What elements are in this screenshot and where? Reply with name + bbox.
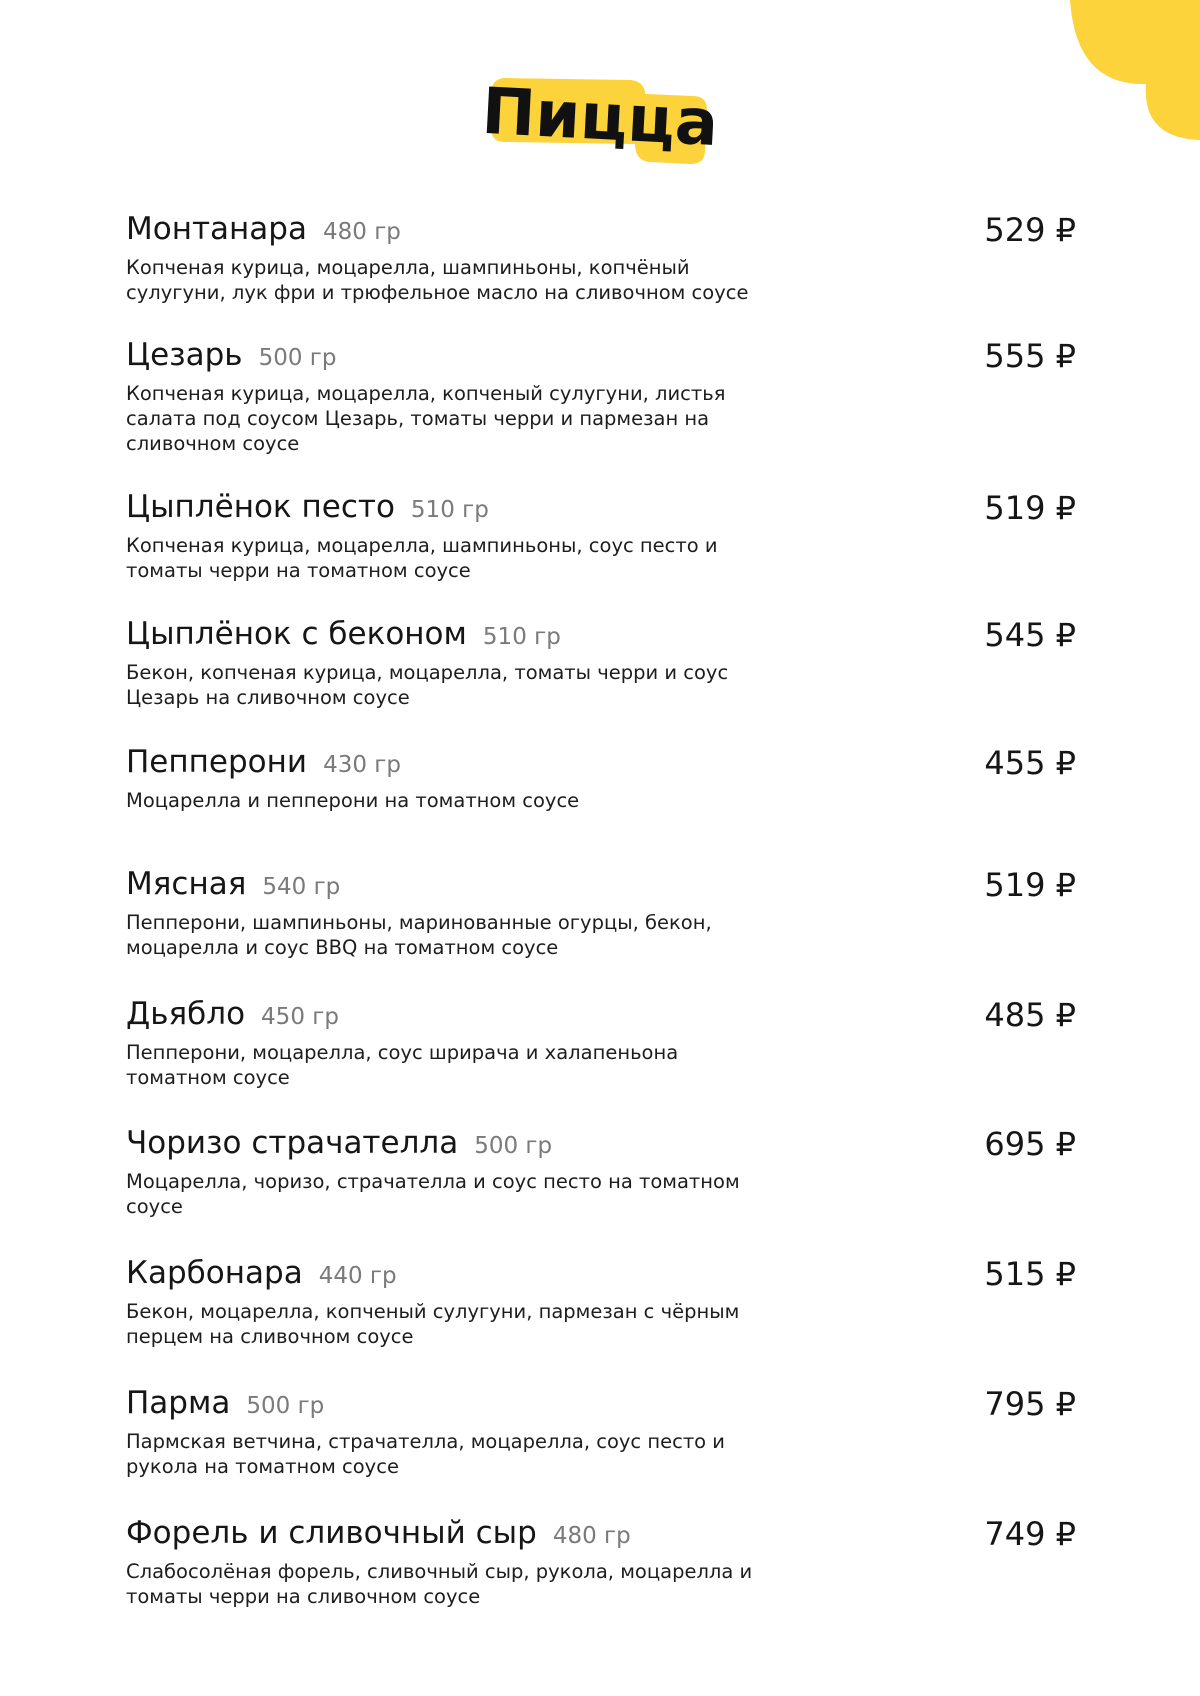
menu-item-name: Чоризо страчателла <box>126 1125 459 1161</box>
menu-item-weight: 510 гр <box>410 497 489 523</box>
menu-item-weight: 500 гр <box>246 1393 325 1419</box>
menu-item-header <box>126 211 1076 251</box>
menu-item-price: 545 ₽ <box>984 616 1076 654</box>
menu-item-weight: 450 гр <box>261 1004 339 1030</box>
menu-item-price: 515 ₽ <box>984 1255 1076 1293</box>
menu-item-header <box>126 1515 1076 1555</box>
menu-item-weight: 500 гр <box>474 1133 553 1159</box>
menu-item-name: Форель и сливочный сыр <box>126 1515 537 1551</box>
menu-item <box>126 996 1076 1090</box>
menu-item-description: Моцарелла и пепперони на томатном соусе <box>126 789 580 812</box>
page-header <box>0 70 1200 170</box>
menu-item-header <box>126 744 1076 784</box>
menu-item <box>126 1255 1076 1349</box>
menu-item-header <box>126 1385 1076 1425</box>
menu-item-weight: 480 гр <box>322 219 401 245</box>
menu-item <box>126 1385 1076 1479</box>
menu-item-price: 529 ₽ <box>984 211 1076 249</box>
menu-item-description: Бекон, копченая курица, моцарелла, томаты черри и соус Цезарь на сливочном соусе <box>126 661 729 709</box>
menu-item-price: 519 ₽ <box>984 489 1076 527</box>
page-title: Пицца <box>479 74 721 162</box>
menu-item-weight: 510 гр <box>482 624 561 650</box>
menu-item-description: Копченая курица, моцарелла, шампиньоны, соус песто и томаты черри на томатном соусе <box>126 534 718 582</box>
menu-item-name: Карбонара <box>126 1255 303 1291</box>
menu-item-name: Цезарь <box>126 337 243 373</box>
menu-item-description: Слабосолёная форель, сливочный сыр, рукола, моцарелла и томаты черри на сливочном соусе <box>126 1560 753 1608</box>
menu-item-price: 555 ₽ <box>984 337 1076 375</box>
menu-item-description: Моцарелла, чоризо, страчателла и соус песто на томатном соусе <box>126 1170 740 1218</box>
menu-item <box>126 744 1076 813</box>
menu-item-name: Цыплёнок песто <box>126 489 395 525</box>
menu-item-weight: 480 гр <box>552 1523 631 1549</box>
menu-item <box>126 211 1076 305</box>
menu-item-header <box>126 337 1076 377</box>
menu-item-weight: 430 гр <box>323 752 401 778</box>
menu-item <box>126 489 1076 583</box>
menu-item <box>126 337 1076 456</box>
menu-item-description: Копченая курица, моцарелла, копченый сулугуни, листья салата под соусом Цезарь, томаты черри и пармезан на сливочном соусе <box>126 382 726 455</box>
menu-item-weight: 540 гр <box>262 874 341 900</box>
menu-item-weight: 440 гр <box>318 1263 397 1289</box>
menu-item-price: 695 ₽ <box>984 1125 1076 1163</box>
menu-item-name: Монтанара <box>126 211 307 247</box>
menu-item-header <box>126 996 1076 1036</box>
menu-item-header <box>126 489 1076 529</box>
menu-item-header <box>126 866 1076 906</box>
menu-item-name: Мясная <box>126 866 247 902</box>
menu-item-price: 519 ₽ <box>984 866 1076 904</box>
menu-item-price: 485 ₽ <box>984 996 1076 1034</box>
menu-item-name: Парма <box>126 1385 231 1421</box>
menu-item-name: Дьябло <box>126 996 246 1032</box>
menu-item-price: 795 ₽ <box>984 1385 1076 1423</box>
menu-item-header <box>126 616 1076 656</box>
title-badge <box>479 70 721 166</box>
menu-item-description: Пепперони, моцарелла, соус шрирача и халапеньона томатном соусе <box>126 1041 679 1089</box>
menu-item-name: Пепперони <box>126 744 308 780</box>
menu-item-price: 455 ₽ <box>984 744 1076 782</box>
menu-item <box>126 866 1076 960</box>
menu-item-name: Цыплёнок с беконом <box>126 616 467 652</box>
menu-item-header <box>126 1255 1076 1295</box>
menu-item-description: Пармская ветчина, страчателла, моцарелла, соус песто и рукола на томатном соусе <box>126 1430 725 1478</box>
menu-item <box>126 1125 1076 1219</box>
menu-item-description: Пепперони, шампиньоны, маринованные огурцы, бекон, моцарелла и соус BBQ на томатном соусе <box>126 911 712 959</box>
menu-item <box>126 616 1076 710</box>
menu-item-description: Бекон, моцарелла, копченый сулугуни, пармезан с чёрным перцем на сливочном соусе <box>126 1300 740 1348</box>
menu-item-description: Копченая курица, моцарелла, шампиньоны, копчёный сулугуни, лук фри и трюфельное масло на сливочном соусе <box>126 256 749 304</box>
menu-item-header <box>126 1125 1076 1165</box>
menu-item <box>126 1515 1076 1609</box>
menu-item-price: 749 ₽ <box>984 1515 1076 1553</box>
menu-item-weight: 500 гр <box>258 345 337 371</box>
